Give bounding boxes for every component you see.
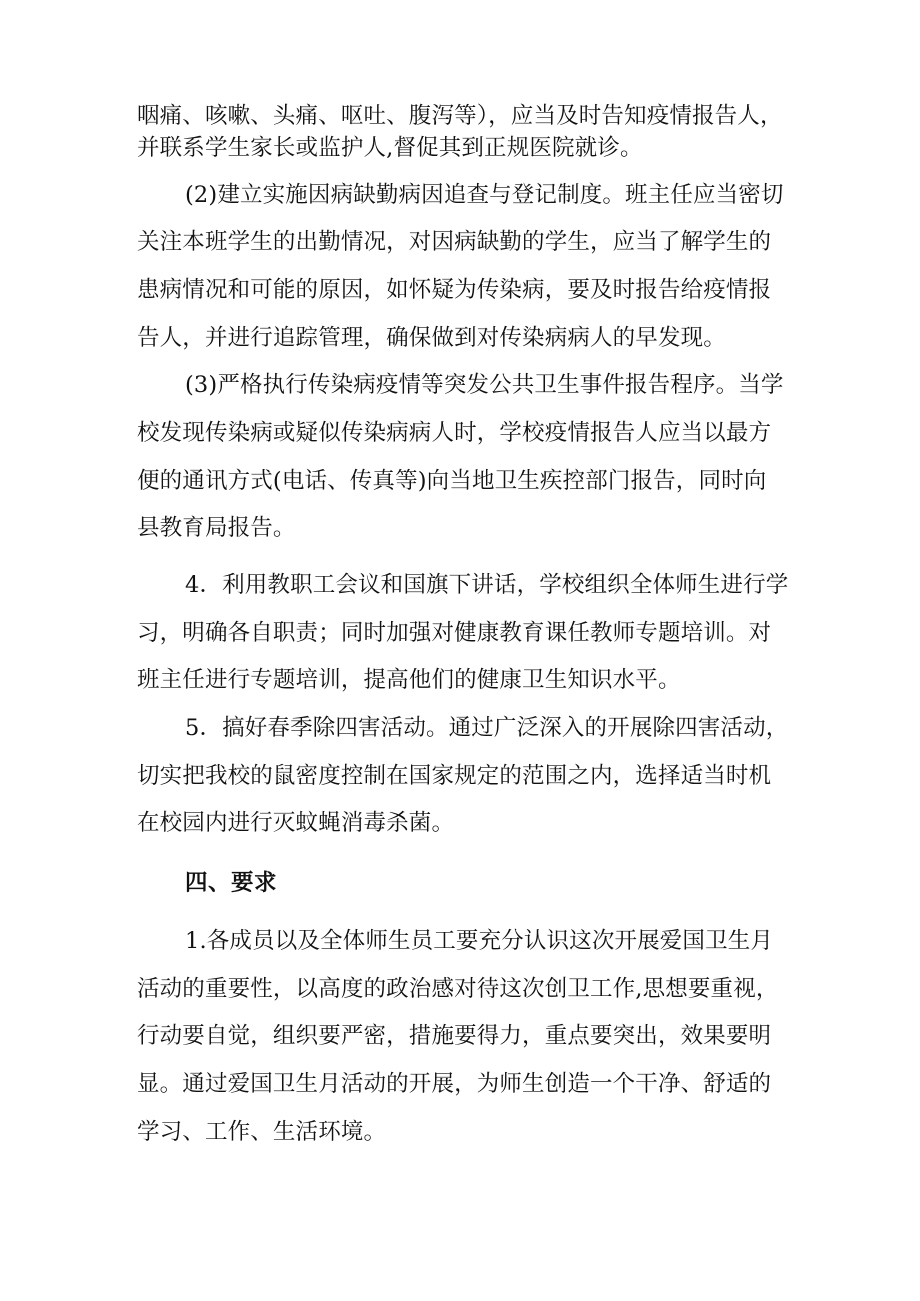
text-line: 校发现传染病或疑似传染病病人时，学校疫情报告人应当以最方 [137,420,772,446]
text-line: 并联系学生家长或监护人,督促其到正规医院就诊。 [137,135,643,161]
text-line: 学习、工作、生活环境。 [137,1119,387,1145]
text-line: 告人，并进行追踪管理，确保做到对传染病病人的早发现。 [137,325,726,351]
text-line: 咽痛、咳嗽、头痛、呕吐、腹泻等），应当及时告知疫情报告人， [137,103,783,129]
text-line: 行动要自觉，组织要严密，措施要得力，重点要突出，效果要明 [137,1023,772,1049]
text-line: 习，明确各自职责；同时加强对健康教育课任教师专题培训。对 [137,620,772,646]
text-line: 班主任进行专题培训，提高他们的健康卫生知识水平。 [137,667,681,693]
paragraph-first-line: (2)建立实施因病缺勤病因追查与登记制度。班主任应当密切 [185,182,784,208]
text-line: 便的通讯方式(电话、传真等)向当地卫生疾控部门报告，同时向 [137,468,767,494]
paragraph-first-line: 5．搞好春季除四害活动。通过广泛深入的开展除四害活动， [185,715,789,741]
text-line: 关注本班学生的出勤情况，对因病缺勤的学生，应当了解学生的 [137,229,772,255]
text-line: 切实把我校的鼠密度控制在国家规定的范围之内，选择适当时机 [137,763,772,789]
text-line: 显。通过爱国卫生月活动的开展，为师生创造一个干净、舒适的 [137,1071,772,1097]
text-line: 在校园内进行灭蚊蝇消毒杀菌。 [137,810,455,836]
text-line: 活动的重要性，以高度的政治感对待这次创卫工作,思想要重视， [137,976,779,1002]
text-line: 患病情况和可能的原因，如怀疑为传染病，要及时报告给疫情报 [137,277,772,303]
paragraph-first-line: (3)严格执行传染病疫情等突发公共卫生事件报告程序。当学 [185,372,784,398]
text-line: 县教育局报告。 [137,515,296,541]
paragraph-first-line: 1.各成员以及全体师生员工要充分认识这次开展爱国卫生月 [185,928,774,954]
paragraph-first-line: 4．利用教职工会议和国旗下讲话，学校组织全体师生进行学 [185,572,789,598]
section-heading: 四、要求 [185,870,278,896]
